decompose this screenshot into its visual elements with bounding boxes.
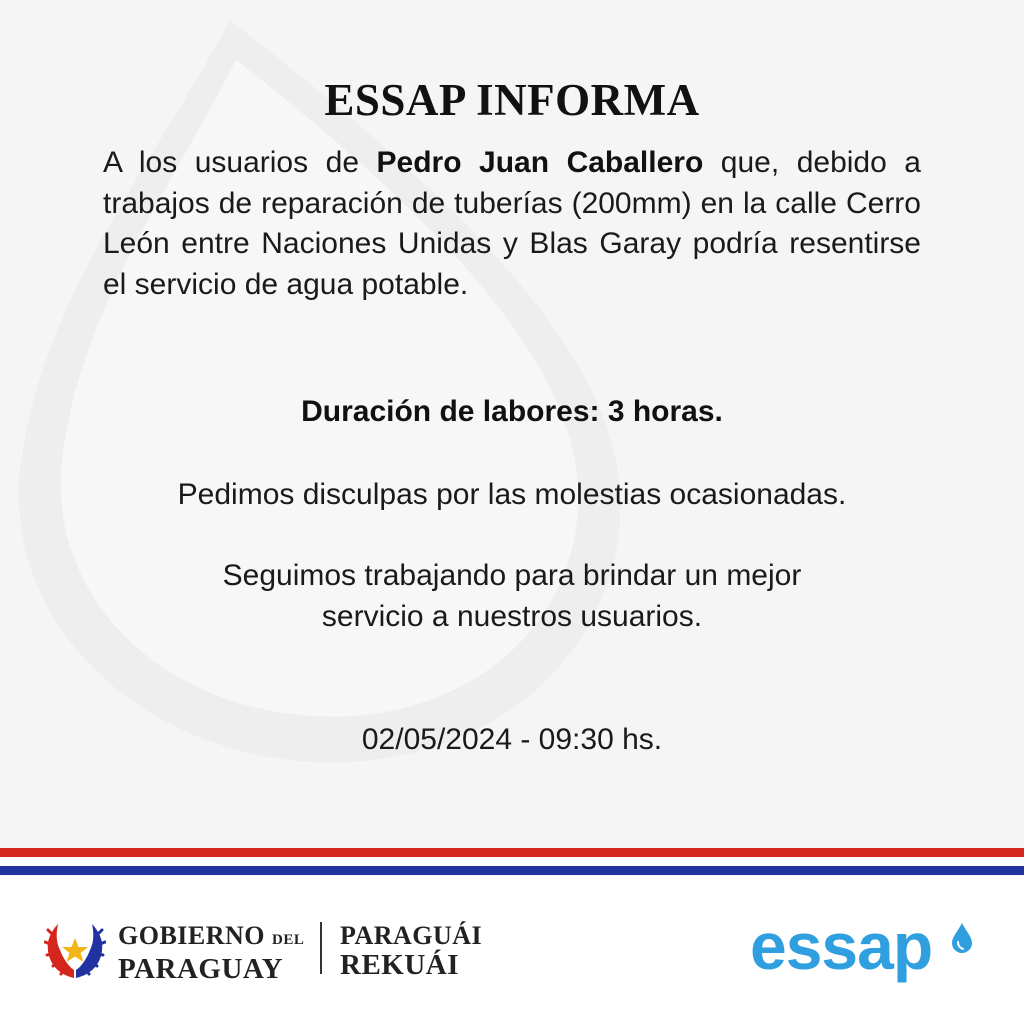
- essap-logo: [750, 909, 980, 984]
- slogan-line-2: REKUÁI: [340, 949, 460, 981]
- gov-line1-del: DEL: [272, 932, 305, 948]
- paragraph-city: Pedro Juan Caballero: [376, 146, 704, 179]
- paragraph-intro: A los usuarios de: [103, 146, 377, 179]
- apology-text: Pedimos disculpas por las molestias ocasionadas.: [177, 478, 847, 511]
- notice-title: ESSAP INFORMA: [324, 75, 700, 125]
- water-drop-icon: [950, 922, 974, 954]
- government-name: [118, 922, 304, 984]
- closing-line-1: Seguimos trabajando para brindar un mejor: [222, 559, 802, 592]
- stripe-blue: [0, 866, 1024, 875]
- slogan-line-1: PARAGUÁI: [340, 921, 483, 950]
- stripe-white: [0, 857, 1024, 866]
- footer: [0, 876, 1024, 1024]
- closing-line-2: servicio a nuestros usuarios.: [321, 600, 703, 633]
- stripe-red: [0, 848, 1024, 857]
- government-logo: [44, 918, 494, 984]
- flag-stripes: [0, 848, 1024, 876]
- duration-text: Duración de labores: 3 horas.: [301, 395, 723, 428]
- paragraph-rest: que, debido a trabajos de reparación de tuberías (200mm) en la calle Cerro León entre Naciones Unidas y Blas Garay podría resentirse el servicio de agua potable.: [103, 146, 921, 301]
- gov-line2: PARAGUAY: [118, 953, 284, 985]
- gov-line1-main: GOBIERNO: [118, 921, 266, 950]
- closing-text: [0, 555, 1024, 637]
- notice-body-paragraph: [103, 143, 921, 305]
- government-slogan: [340, 922, 482, 980]
- notice-timestamp: 02/05/2024 - 09:30 hs.: [361, 723, 663, 756]
- logo-divider: [320, 922, 322, 974]
- essap-wordmark: essap: [750, 909, 933, 983]
- paraguay-star-laurel-icon: [44, 920, 106, 982]
